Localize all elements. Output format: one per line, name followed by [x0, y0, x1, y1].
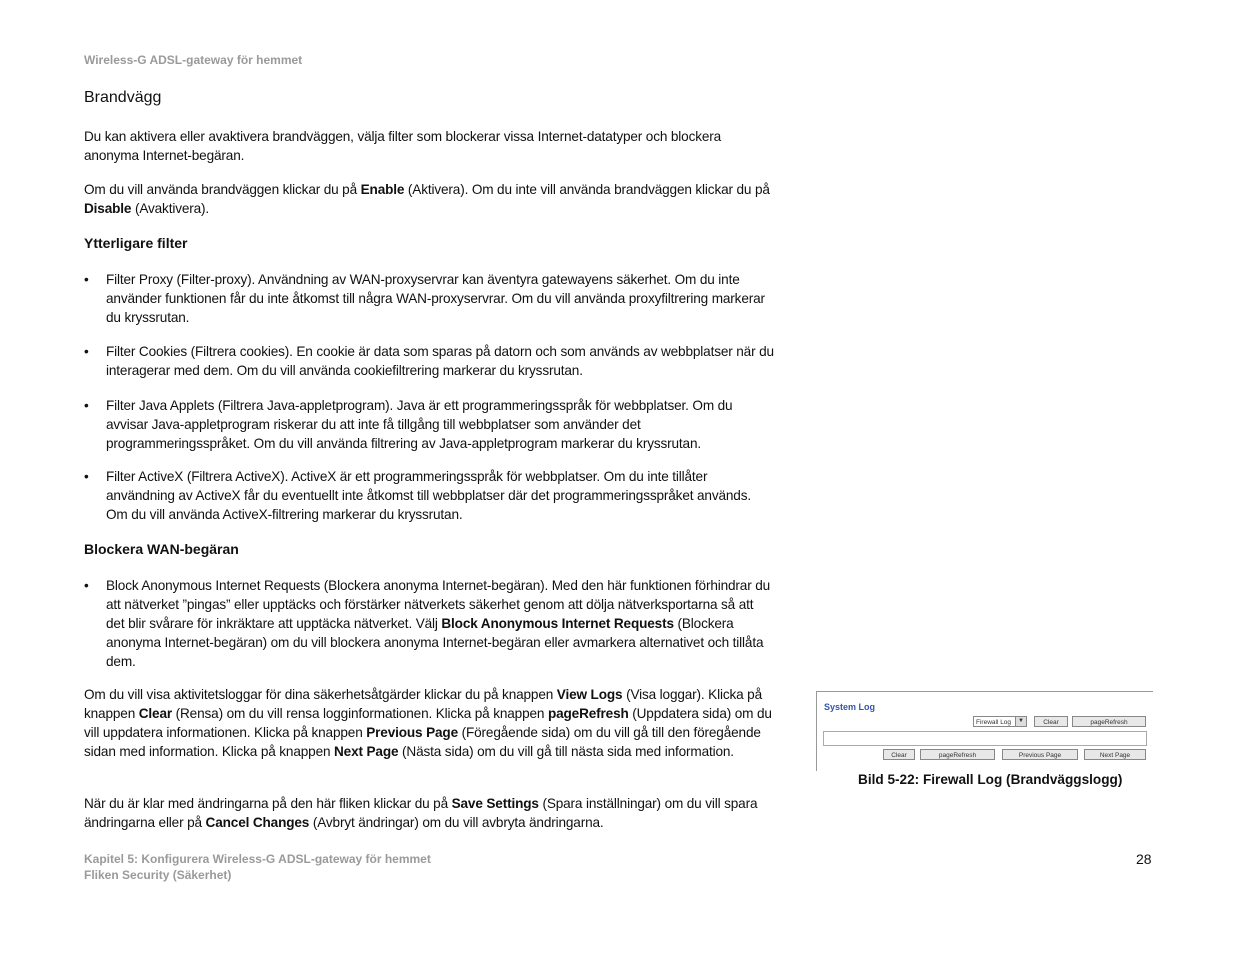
text-run: (Rensa) om du vill rensa logginformationen. Klicka på knappen — [172, 706, 548, 721]
block-anon-term: Block Anonymous Internet Requests — [441, 616, 674, 631]
text-run: När du är klar med ändringarna på den här fliken klickar du på — [84, 796, 452, 811]
previous-page-term: Previous Page — [366, 725, 458, 740]
text-run: (Visa loggar). Klicka på knappen — [84, 687, 762, 721]
bullet-icon: • — [84, 272, 89, 287]
previous-page-button[interactable]: Previous Page — [1002, 749, 1078, 760]
cancel-changes-term: Cancel Changes — [205, 815, 310, 830]
text-run: (Avaktivera). — [131, 201, 210, 216]
figure-border-left — [816, 691, 817, 771]
page-refresh-button[interactable]: pageRefresh — [920, 749, 995, 760]
subheading-block-wan: Blockera WAN-begäran — [84, 541, 239, 557]
text-run: (Spara inställningar) om du vill spara ändringarna eller på — [84, 796, 758, 830]
clear-term: Clear — [138, 706, 173, 721]
bullet-icon: • — [84, 469, 89, 484]
text-run: Om du vill visa aktivitetsloggar för dina säkerhetsåtgärder klickar du på knappen — [84, 687, 557, 702]
view-logs-term: View Logs — [556, 687, 623, 702]
bullet-icon: • — [84, 398, 89, 413]
text-run: (Blockera anonyma Internet-begäran) om du vill blockera anonyma Internet-begäran eller avmarkera alternativet och tillåta dem. — [106, 616, 764, 669]
text-run: (Föregående sida) om du vill gå till den föregående sidan med information. Klicka på knappen — [84, 725, 761, 759]
bullet-text — [106, 576, 774, 671]
bullet-item-cookies — [84, 342, 774, 380]
bullet-item-java — [84, 396, 774, 453]
enable-term: Enable — [360, 182, 405, 197]
bullet-text: Filter Proxy (Filter-proxy). Användning av WAN-proxyservrar kan äventyra gatewayens säkerhet. Om du inte använder funktionen får du inte åtkomst till några WAN-proxyservrar. Om du vill använda proxyfiltrering markerar du kryssrutan. — [106, 272, 765, 325]
bullet-text: Filter ActiveX (Filtrera ActiveX). ActiveX är ett programmeringsspråk för webbplatser. Om du inte tillåter användning av ActiveX får du eventuellt inte åtkomst till webbplatser där det programmeringsspråket används. Om du vill använda ActiveX-filtrering markerar du kryssrutan. — [106, 469, 751, 522]
next-page-button[interactable]: Next Page — [1084, 749, 1146, 760]
next-page-term: Next Page — [334, 744, 399, 759]
text-run: Om du vill använda brandväggen klickar du på — [84, 182, 361, 197]
system-log-title: System Log — [824, 702, 876, 712]
log-type-select[interactable] — [973, 716, 1027, 727]
bullet-icon: • — [84, 344, 89, 359]
save-paragraph — [84, 794, 774, 832]
bullet-item-activex — [84, 467, 774, 524]
bullet-text: Filter Cookies (Filtrera cookies). En cookie är data som sparas på datorn och som används av webbplatser när du interagerar med dem. Om du vill använda cookiefiltrering markerar du kryssrutan. — [106, 344, 774, 378]
bullet-icon: • — [84, 578, 89, 593]
figure-border-top — [816, 691, 1153, 692]
system-log-figure — [816, 691, 1153, 771]
bullet-item-proxy — [84, 270, 774, 327]
intro-paragraph: Du kan aktivera eller avaktivera brandväggen, välja filter som blockerar vissa Internet-datatyper och blockera anonyma Internet-begäran. — [84, 129, 722, 163]
section-title: Brandvägg — [84, 89, 162, 106]
running-header: Wireless-G ADSL-gateway för hemmet — [84, 53, 303, 67]
text-run: (Aktivera). Om du inte vill använda brandväggen klickar du på — [404, 182, 770, 197]
page-refresh-term: pageRefresh — [547, 706, 629, 721]
clear-button[interactable]: Clear — [883, 749, 915, 760]
clear-top-button[interactable]: Clear — [1034, 716, 1068, 727]
text-run: (Avbryt ändringar) om du vill avbryta ändringarna. — [309, 815, 604, 830]
text-run: Block Anonymous Internet Requests (Blockera anonyma Internet-begäran). Med den här funktionen förhindrar du att nätverket ”pingas” eller upptäcks och förstärker nätverkets säkerhet genom att dölja nätverksportarna så att det blir svårare för inkräktare att upptäcka nätverket. Välj — [106, 578, 771, 631]
log-display-field — [823, 731, 1147, 746]
text-run: (Uppdatera sida) om du vill uppdatera informationen. Klicka på knappen — [84, 706, 772, 740]
save-settings-term: Save Settings — [451, 796, 539, 811]
footer-section: Fliken Security (Säkerhet) — [84, 868, 232, 882]
page-refresh-top-button[interactable]: pageRefresh — [1072, 716, 1146, 727]
figure-caption: Bild 5-22: Firewall Log (Brandväggslogg) — [858, 772, 1123, 787]
enable-paragraph — [84, 180, 774, 218]
disable-term: Disable — [84, 201, 132, 216]
bullet-text: Filter Java Applets (Filtrera Java-appletprogram). Java är ett programmeringsspråk för webbplatser. Om du avvisar Java-appletprogram riskerar du att inte få tillgång till webbplatser som använder det programmeringsspråket. Om du vill använda filtrering av Java-appletprogram markerar du kryssrutan. — [106, 398, 733, 451]
log-type-value: Firewall Log — [976, 719, 1012, 726]
page-number: 28 — [1136, 851, 1152, 867]
chevron-down-icon: ▼ — [1015, 717, 1026, 726]
footer-chapter: Kapitel 5: Konfigurera Wireless-G ADSL-gateway för hemmet — [84, 852, 431, 866]
subheading-filters: Ytterligare filter — [84, 235, 188, 251]
logs-paragraph — [84, 685, 774, 761]
bullet-item-anonymous — [84, 576, 774, 671]
text-run: (Nästa sida) om du vill gå till nästa sida med information. — [398, 744, 734, 759]
